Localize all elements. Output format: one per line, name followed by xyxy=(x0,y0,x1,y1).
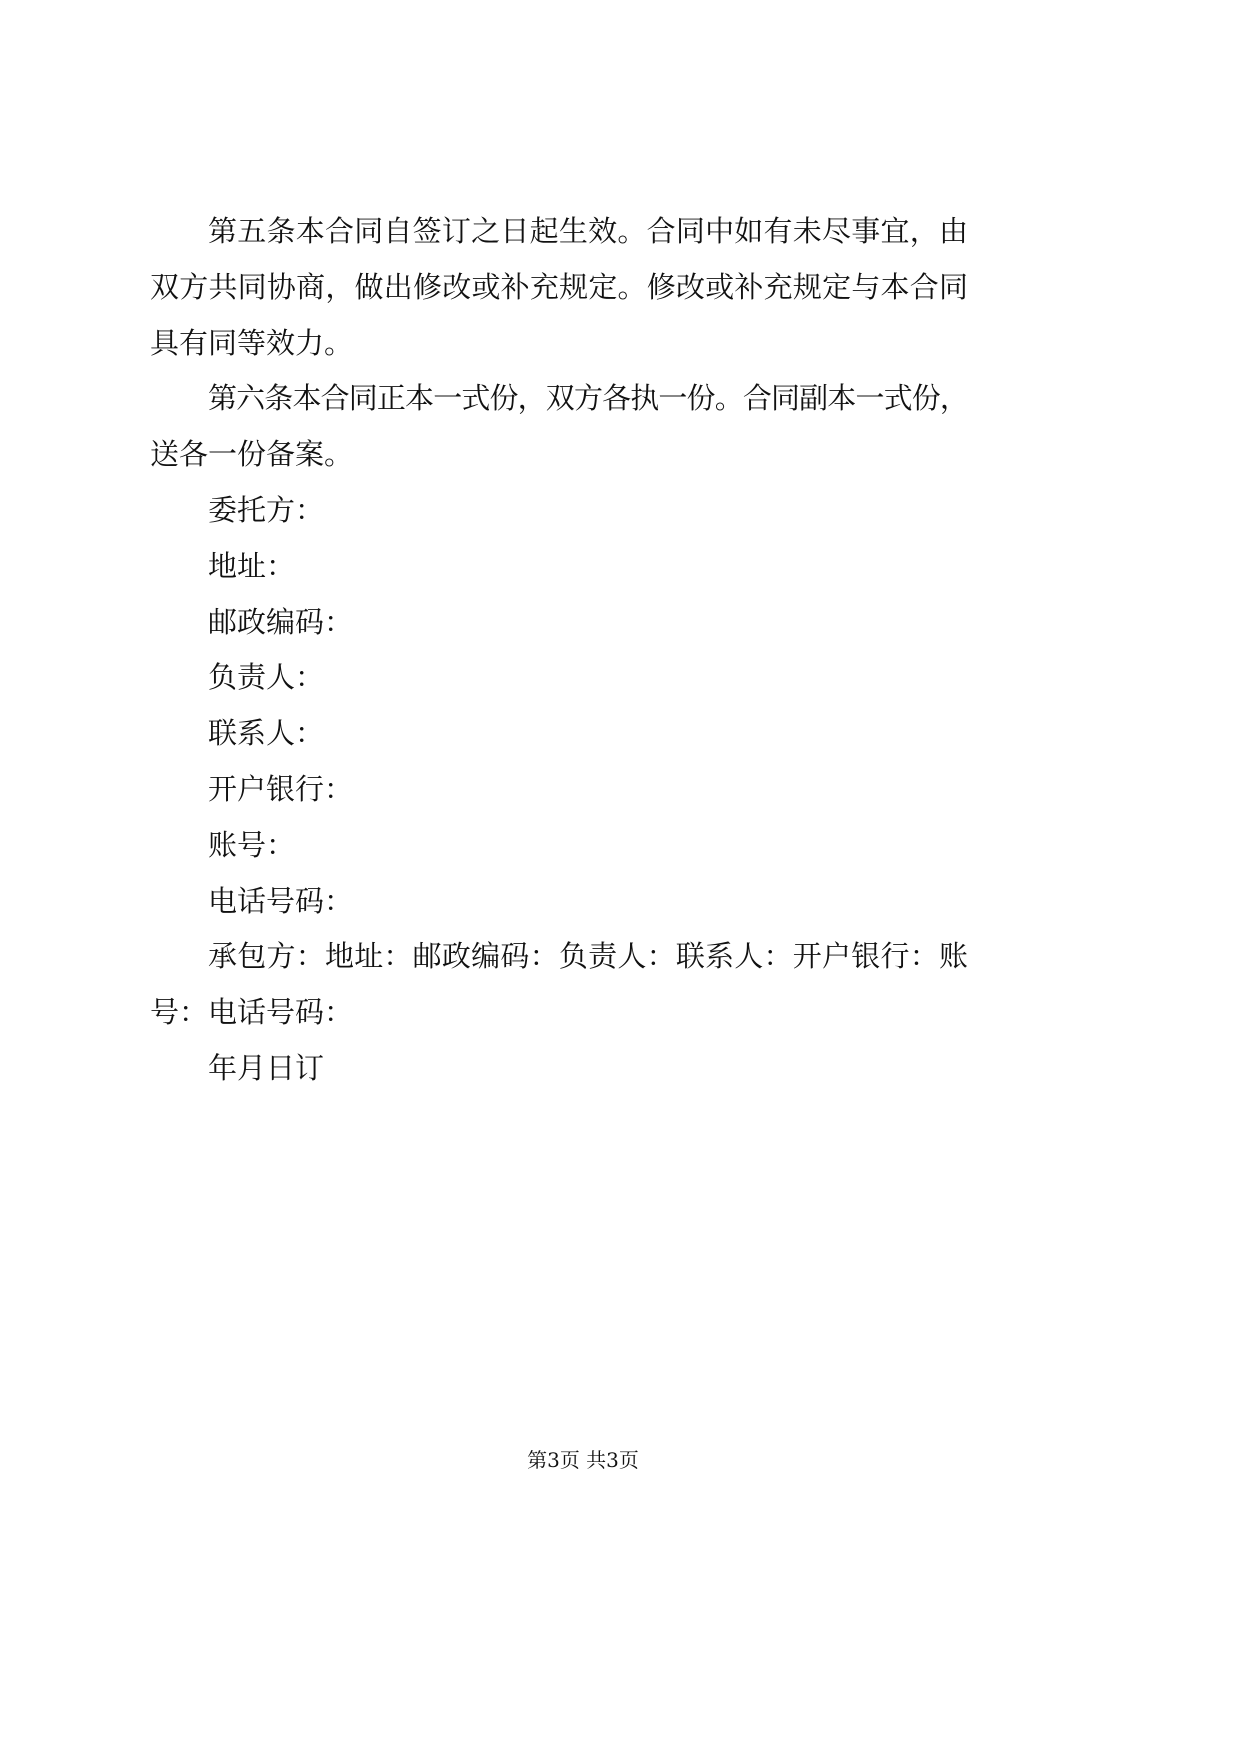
text-line: 第六条本合同正本一式份，双方各执一份。合同副本一式份， xyxy=(208,381,968,416)
paragraph-address xyxy=(150,539,968,595)
paragraph-phone xyxy=(150,874,968,930)
paragraph-contractor-party xyxy=(150,929,968,1041)
paragraph-bank xyxy=(150,762,968,818)
paragraph-signing-date xyxy=(150,1041,968,1097)
field-label-address: 地址： xyxy=(208,548,296,583)
text-line: 承包方：地址：邮政编码：负责人：联系人：开户银行：账 xyxy=(208,939,968,974)
field-label-bank: 开户银行： xyxy=(208,771,354,806)
text-line: 双方共同协商，做出修改或补充规定。修改或补充规定与本合同 xyxy=(150,269,968,304)
signing-date-line: 年月日订 xyxy=(208,1050,325,1085)
text-line: 号：电话号码： xyxy=(150,995,354,1030)
paragraph-responsible-person xyxy=(150,650,968,706)
text-line: 送各一份备案。 xyxy=(150,437,354,472)
paragraph-client-party xyxy=(150,483,968,539)
field-label-account: 账号： xyxy=(208,827,296,862)
paragraph-postcode xyxy=(150,595,968,651)
text-line: 第五条本合同自签订之日起生效。合同中如有未尽事宜，由 xyxy=(208,214,968,248)
document-body xyxy=(150,204,968,1097)
paragraph-account xyxy=(150,818,968,874)
paragraph-article-5 xyxy=(150,204,968,371)
field-label-phone: 电话号码： xyxy=(208,883,354,918)
field-label-client: 委托方： xyxy=(208,492,325,527)
page-number-label: 第3页 共3页 xyxy=(527,1448,639,1472)
field-label-postcode: 邮政编码： xyxy=(208,604,354,639)
page-footer xyxy=(483,1446,683,1474)
text-line: 具有同等效力。 xyxy=(150,325,354,360)
paragraph-contact-person xyxy=(150,706,968,762)
field-label-responsible-person: 负责人： xyxy=(208,660,325,695)
field-label-contact-person: 联系人： xyxy=(208,716,325,751)
paragraph-article-6 xyxy=(150,371,968,483)
